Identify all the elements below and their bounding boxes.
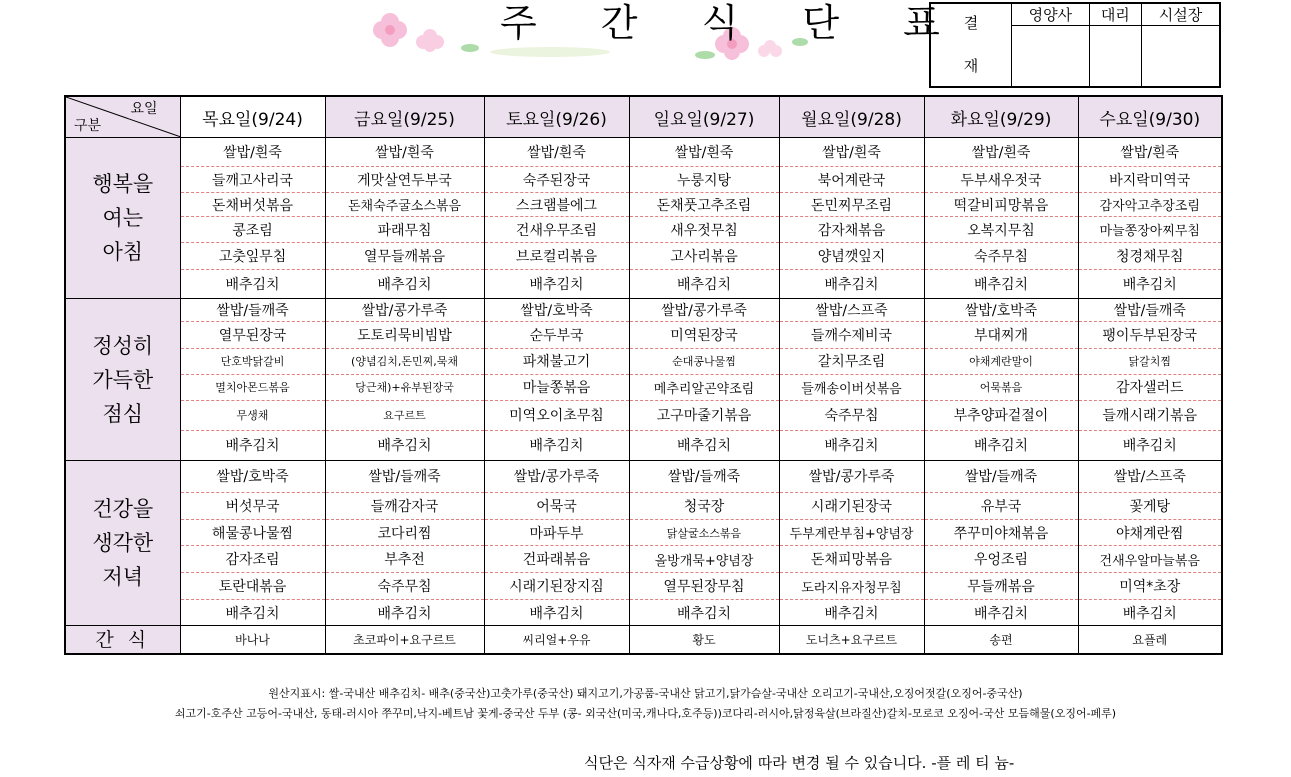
breakfast-row xyxy=(65,217,1222,243)
lunch-row xyxy=(65,348,1222,374)
menu-item: 배추김치 xyxy=(484,600,629,626)
origin-notice-line1: 원산지표시: 쌀-국내산 배추김치- 배추(중국산)고춧가루(중국산) 돼지고기,가공품-국내산 닭고기,닭가슴살-국내산 오리고기-국내산,오징어젓갈(오징어-중국산) xyxy=(268,687,1023,700)
menu-item: 버섯무국 xyxy=(180,492,325,519)
menu-item: 들깨시래기볶음 xyxy=(1078,400,1222,430)
menu-item: 쌀밥/콩가루죽 xyxy=(325,299,484,322)
menu-item: 어묵볶음 xyxy=(924,374,1078,400)
dinner-category-line: 저녁 xyxy=(102,565,144,590)
menu-item: 오복지무침 xyxy=(924,217,1078,243)
menu-item: 감자채볶음 xyxy=(779,217,924,243)
dinner-row xyxy=(65,573,1222,600)
menu-item: 쌀밥/호박죽 xyxy=(180,460,325,492)
breakfast-row xyxy=(65,138,1222,167)
menu-item: 새우젓무침 xyxy=(629,217,779,243)
menu-item: 유부국 xyxy=(924,492,1078,519)
origin-notice-line2: 쇠고기-호주산 고등어-국내산, 동태-러시아 쭈꾸미,낙지-베트남 꽃게-중국산 두부 (콩- 외국산(미국,캐나다,호주등))코다리-러시아,닭정육살(브라질산)갈치-모로코 오징어-국산 모듬해물(오징어-페루) xyxy=(174,707,1117,720)
breakfast-row xyxy=(65,243,1222,270)
menu-item: 떡갈비피망볶음 xyxy=(924,193,1078,217)
menu-item: 갈치무조림 xyxy=(779,348,924,374)
menu-item: 배추김치 xyxy=(924,600,1078,626)
menu-item: 시래기된장지짐 xyxy=(484,573,629,600)
menu-item: 열무된장국 xyxy=(180,322,325,348)
lunch-category-label xyxy=(65,299,180,460)
menu-item: 쌀밥/흰죽 xyxy=(484,138,629,167)
breakfast-category-line: 여는 xyxy=(102,206,144,231)
menu-item: 배추김치 xyxy=(325,430,484,460)
menu-item: 쌀밥/들깨죽 xyxy=(180,299,325,322)
lunch-row xyxy=(65,430,1222,460)
lunch-row xyxy=(65,322,1222,348)
menu-item: 브로컬리볶음 xyxy=(484,243,629,270)
menu-item: 쌀밥/흰죽 xyxy=(779,138,924,167)
snack-item: 요플레 xyxy=(1078,626,1222,654)
day-header: 화요일(9/29) xyxy=(924,96,1078,138)
menu-item: 돈채버섯볶음 xyxy=(180,193,325,217)
breakfast-category-line: 행복을 xyxy=(92,172,154,197)
menu-item: 쌀밥/호박죽 xyxy=(924,299,1078,322)
menu-item: 배추김치 xyxy=(180,600,325,626)
lunch-row xyxy=(65,400,1222,430)
menu-item: 미역*초장 xyxy=(1078,573,1222,600)
menu-item: 청경채무침 xyxy=(1078,243,1222,270)
menu-item: 쌀밥/호박죽 xyxy=(484,299,629,322)
menu-item: 게맛살연두부국 xyxy=(325,167,484,193)
day-header: 월요일(9/28) xyxy=(779,96,924,138)
approval-box xyxy=(929,2,1221,88)
breakfast-row xyxy=(65,193,1222,217)
menu-item: 두부계란부침+양념장 xyxy=(779,519,924,545)
dinner-category-label xyxy=(65,460,180,625)
menu-item: (양념김치,돈민찌,묵채 xyxy=(325,348,484,374)
menu-item: 닭갈치찜 xyxy=(1078,348,1222,374)
menu-item: 두부새우젓국 xyxy=(924,167,1078,193)
footer-notice: 식단은 식자재 수급상황에 따라 변경 될 수 있습니다. -플 레 티 늄- xyxy=(584,754,1015,772)
menu-item: 바지락미역국 xyxy=(1078,167,1222,193)
snack-item: 도너츠+요구르트 xyxy=(779,626,924,654)
menu-item: 누룽지탕 xyxy=(629,167,779,193)
menu-item: 감자악고추장조림 xyxy=(1078,193,1222,217)
menu-item: 양념깻잎지 xyxy=(779,243,924,270)
menu-item: 고구마줄기볶음 xyxy=(629,400,779,430)
menu-item: 마늘쫑장아찌무침 xyxy=(1078,217,1222,243)
menu-item: 쌀밥/들깨죽 xyxy=(1078,299,1222,322)
menu-item: 건새우무조림 xyxy=(484,217,629,243)
menu-item: 들깨송이버섯볶음 xyxy=(779,374,924,400)
menu-item: 배추김치 xyxy=(325,270,484,299)
menu-item: 도토리묵비빔밥 xyxy=(325,322,484,348)
menu-item: 들깨수제비국 xyxy=(779,322,924,348)
menu-item: 단호박닭갈비 xyxy=(180,348,325,374)
menu-item: 요구르트 xyxy=(325,400,484,430)
menu-item: 쌀밥/스프죽 xyxy=(1078,460,1222,492)
corner-category-label: 구분 xyxy=(74,118,102,134)
breakfast-category-label xyxy=(65,138,180,299)
menu-item: 마늘쫑볶음 xyxy=(484,374,629,400)
menu-item: 꽃게탕 xyxy=(1078,492,1222,519)
menu-item: 고춧잎무침 xyxy=(180,243,325,270)
menu-item: 시래기된장국 xyxy=(779,492,924,519)
menu-item: 스크램블에그 xyxy=(484,193,629,217)
day-header: 수요일(9/30) xyxy=(1078,96,1222,138)
menu-item: 부대찌개 xyxy=(924,322,1078,348)
menu-item: 쌀밥/콩가루죽 xyxy=(779,460,924,492)
approval-role-nutritionist: 영양사 xyxy=(1012,3,1090,26)
lunch-category-line: 정성히 xyxy=(92,333,154,358)
menu-item: 쌀밥/콩가루죽 xyxy=(484,460,629,492)
menu-item: 파채불고기 xyxy=(484,348,629,374)
approval-role-deputy: 대리 xyxy=(1089,3,1141,26)
menu-item: 돈채숙주굴소스볶음 xyxy=(325,193,484,217)
approval-sign-nutritionist[interactable] xyxy=(1012,26,1090,88)
breakfast-row xyxy=(65,270,1222,299)
lunch-category-line: 점심 xyxy=(102,401,144,426)
menu-item: 콩조림 xyxy=(180,217,325,243)
menu-item: 건새우알마늘볶음 xyxy=(1078,546,1222,573)
menu-item: 부추전 xyxy=(325,546,484,573)
lunch-row xyxy=(65,299,1222,322)
menu-item: 숙주무침 xyxy=(779,400,924,430)
snack-item: 황도 xyxy=(629,626,779,654)
menu-item: 도라지유자청무침 xyxy=(779,573,924,600)
weekly-menu-table xyxy=(64,95,1223,655)
dinner-category-line: 생각한 xyxy=(92,531,154,556)
day-header: 일요일(9/27) xyxy=(629,96,779,138)
menu-item: 쌀밥/흰죽 xyxy=(629,138,779,167)
menu-item: 청국장 xyxy=(629,492,779,519)
menu-item: 열무된장무침 xyxy=(629,573,779,600)
menu-item: 건파래볶음 xyxy=(484,546,629,573)
menu-item: 쌀밥/들깨죽 xyxy=(629,460,779,492)
dinner-row xyxy=(65,546,1222,573)
approval-gyeol: 결 xyxy=(963,14,979,32)
menu-item: 돈채피망볶음 xyxy=(779,546,924,573)
menu-item: 멸치아몬드볶음 xyxy=(180,374,325,400)
day-header: 토요일(9/26) xyxy=(484,96,629,138)
menu-item: 배추김치 xyxy=(629,270,779,299)
menu-item: 배추김치 xyxy=(1078,270,1222,299)
dinner-row xyxy=(65,460,1222,492)
menu-item: 쌀밥/콩가루죽 xyxy=(629,299,779,322)
menu-item: 올방개묵+양념장 xyxy=(629,546,779,573)
menu-item: 감자샐러드 xyxy=(1078,374,1222,400)
menu-item: 배추김치 xyxy=(180,430,325,460)
menu-item: 쌀밥/흰죽 xyxy=(1078,138,1222,167)
menu-item: 당근채)+유부된장국 xyxy=(325,374,484,400)
title-banner xyxy=(360,0,966,62)
lunch-row xyxy=(65,374,1222,400)
menu-item: 부추양파겉절이 xyxy=(924,400,1078,430)
menu-item: 고사리볶음 xyxy=(629,243,779,270)
lunch-category-line: 가득한 xyxy=(92,367,154,392)
menu-item: 파래무침 xyxy=(325,217,484,243)
menu-item: 숙주된장국 xyxy=(484,167,629,193)
menu-item: 배추김치 xyxy=(779,600,924,626)
menu-item: 배추김치 xyxy=(484,270,629,299)
menu-item: 쭈꾸미야채볶음 xyxy=(924,519,1078,545)
menu-item: 마파두부 xyxy=(484,519,629,545)
menu-item: 배추김치 xyxy=(325,600,484,626)
corner-cell xyxy=(65,96,180,138)
menu-item: 배추김치 xyxy=(779,270,924,299)
header-row xyxy=(65,96,1222,138)
snack-item: 씨리얼+우유 xyxy=(484,626,629,654)
snack-category-label: 간 식 xyxy=(65,626,180,654)
menu-item: 북어계란국 xyxy=(779,167,924,193)
menu-item: 배추김치 xyxy=(484,430,629,460)
menu-item: 배추김치 xyxy=(924,430,1078,460)
snack-item: 초코파이+요구르트 xyxy=(325,626,484,654)
menu-item: 쌀밥/흰죽 xyxy=(180,138,325,167)
dinner-row xyxy=(65,519,1222,545)
menu-item: 순두부국 xyxy=(484,322,629,348)
snack-item: 바나나 xyxy=(180,626,325,654)
menu-item: 토란대볶음 xyxy=(180,573,325,600)
menu-item: 배추김치 xyxy=(629,430,779,460)
menu-item: 미역된장국 xyxy=(629,322,779,348)
menu-item: 돈민찌무조림 xyxy=(779,193,924,217)
approval-sign-director[interactable] xyxy=(1141,26,1220,88)
snack-row xyxy=(65,626,1222,654)
breakfast-row xyxy=(65,167,1222,193)
menu-item: 야채계란찜 xyxy=(1078,519,1222,545)
menu-item: 우엉조림 xyxy=(924,546,1078,573)
menu-item: 들깨고사리국 xyxy=(180,167,325,193)
menu-item: 들깨감자국 xyxy=(325,492,484,519)
menu-item: 미역오이초무침 xyxy=(484,400,629,430)
menu-item: 숙주무침 xyxy=(325,573,484,600)
dinner-row xyxy=(65,600,1222,626)
snack-item: 송편 xyxy=(924,626,1078,654)
menu-item: 열무들깨볶음 xyxy=(325,243,484,270)
menu-item: 배추김치 xyxy=(1078,430,1222,460)
dinner-row xyxy=(65,492,1222,519)
menu-item: 쌀밥/들깨죽 xyxy=(924,460,1078,492)
menu-item: 닭살굴소스볶음 xyxy=(629,519,779,545)
menu-item: 메추리알곤약조림 xyxy=(629,374,779,400)
menu-item: 쌀밥/들깨죽 xyxy=(325,460,484,492)
approval-sign-deputy[interactable] xyxy=(1089,26,1141,88)
dinner-category-line: 건강을 xyxy=(92,497,154,522)
menu-item: 쌀밥/흰죽 xyxy=(325,138,484,167)
day-header: 목요일(9/24) xyxy=(180,96,325,138)
corner-day-label: 요일 xyxy=(130,101,158,117)
menu-item: 야채계란말이 xyxy=(924,348,1078,374)
menu-item: 배추김치 xyxy=(924,270,1078,299)
menu-item: 팽이두부된장국 xyxy=(1078,322,1222,348)
menu-item: 배추김치 xyxy=(779,430,924,460)
menu-item: 무생채 xyxy=(180,400,325,430)
approval-role-director: 시설장 xyxy=(1141,3,1220,26)
menu-item: 순대콩나물찜 xyxy=(629,348,779,374)
menu-item: 어묵국 xyxy=(484,492,629,519)
menu-item: 배추김치 xyxy=(629,600,779,626)
menu-item: 배추김치 xyxy=(1078,600,1222,626)
menu-item: 쌀밥/흰죽 xyxy=(924,138,1078,167)
menu-item: 돈채풋고추조림 xyxy=(629,193,779,217)
menu-item: 숙주무침 xyxy=(924,243,1078,270)
menu-item: 코다리찜 xyxy=(325,519,484,545)
approval-label xyxy=(930,3,1012,87)
page-title: 주 간 식 단 표 xyxy=(500,1,966,45)
day-header: 금요일(9/25) xyxy=(325,96,484,138)
menu-item: 배추김치 xyxy=(180,270,325,299)
approval-jae: 재 xyxy=(963,57,979,75)
menu-item: 무들깨볶음 xyxy=(924,573,1078,600)
menu-item: 해물콩나물찜 xyxy=(180,519,325,545)
menu-item: 쌀밥/스프죽 xyxy=(779,299,924,322)
breakfast-category-line: 아침 xyxy=(102,240,144,265)
menu-item: 감자조림 xyxy=(180,546,325,573)
